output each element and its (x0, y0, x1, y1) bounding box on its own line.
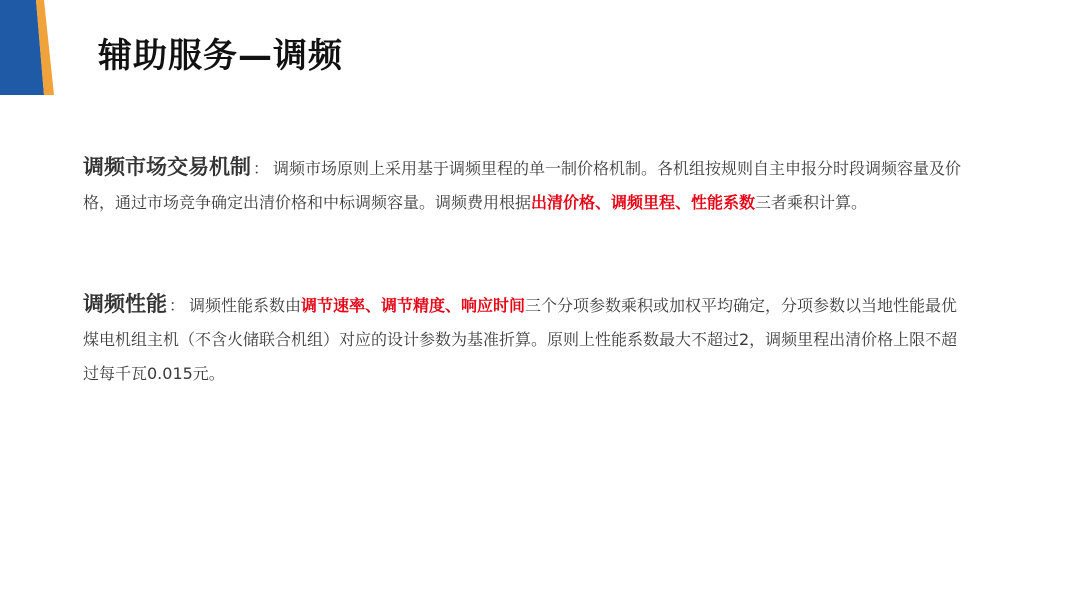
paragraph-colon: ： (169, 296, 186, 315)
paragraph-lead: 调频市场交易机制 (83, 155, 251, 179)
paragraph-text: 调频市场原则上采用基于调频里程的单一制价格机制。各机组按规则自主申报分时段调频容量及价格，通过市场竞争确定出清价格和中标调频容量。调频费用根据 (83, 159, 962, 212)
paragraph-text: 三者乘积计算。 (755, 193, 868, 212)
paragraph-performance (83, 287, 963, 391)
corner-decoration (0, 0, 60, 95)
paragraph-lead: 调频性能 (83, 292, 167, 316)
paragraph-trading-mechanism (83, 150, 963, 220)
paragraph-text: 调频性能系数由 (189, 296, 302, 315)
highlight-text: 出清价格、调频里程、性能系数 (531, 193, 756, 212)
highlight-text: 调节速率、调节精度、响应时间 (301, 296, 526, 315)
paragraph-colon: ： (253, 159, 270, 178)
paragraph-text: 三个分项参数乘积或加权平均确定，分项参数以当地性能最优煤电机组主机（不含火储联合机组）对应的设计参数为基准折算。原则上性能系数最大不超过2，调频里程出清价格上限不超过每千瓦0.015元。 (83, 296, 958, 383)
slide-title: 辅助服务—调频 (98, 36, 343, 76)
